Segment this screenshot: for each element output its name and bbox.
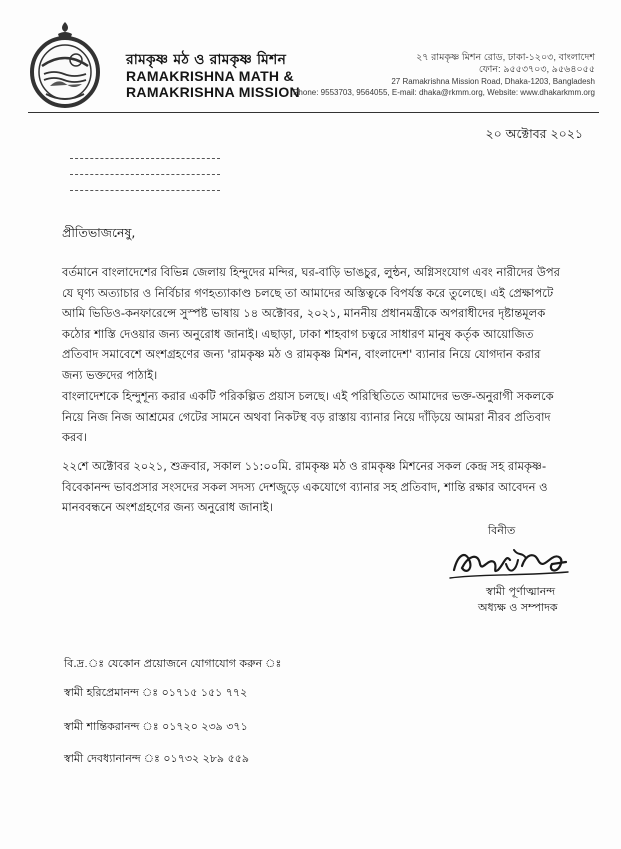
paragraph-line: বিবেকানন্দ ভাবপ্রসার সংসদের সকল সদস্য দেশজুড়ে একযোগে ব্যানার সহ প্রতিবাদ, শান্তি রক্ষার আবেদন ও bbox=[62, 479, 548, 494]
body-paragraph-1 bbox=[62, 262, 602, 385]
paragraph-line: যে ঘৃণ্য অত্যাচার ও নির্বিচার গণহত্যাকাণ্ড চলছে তা আমাদের অস্তিত্বকে বিপর্যস্ত করে তুলেছে। এই প্রেক্ষাপটে bbox=[62, 285, 554, 300]
paragraph-line: আমি ভিডিও-কনফারেন্সে সুস্পষ্ট ভাষায় ১৪ অক্টোবর, ২০২১, মাননীয় প্রধানমন্ত্রীকে অপরাধীদের দৃষ্টান্তমূলক bbox=[62, 306, 546, 320]
paragraph-line: কঠোর শাস্তি দেওয়ার জন্য অনুরোধ জানাই। এছাড়া, ঢাকা শাহবাগ চত্বরে সাধারণ মানুষ কর্তৃক আয়োজিত bbox=[62, 326, 534, 341]
recipient-blank-line bbox=[70, 174, 220, 175]
closing-text: বিনীত bbox=[488, 524, 516, 537]
body-paragraph-2 bbox=[62, 386, 602, 448]
header-divider bbox=[28, 112, 599, 113]
body-paragraph-3 bbox=[62, 456, 602, 518]
salutation: প্রীতিভাজনেষু, bbox=[62, 225, 136, 240]
org-name-english bbox=[126, 68, 300, 100]
contact-note: বি.দ্র.ঃ যেকোন প্রয়োজনে যোগাযোগ করুন ঃ bbox=[64, 657, 282, 670]
signer-designation: অধ্যক্ষ ও সম্পাদক bbox=[478, 601, 558, 614]
paragraph-line: বাংলাদেশকে হিন্দুশূন্য করার একটি পরিকল্পিত প্রয়াস চলছে। এই পরিস্থিতিতে আমাদের ভক্ত-অনুরাগী সকলকে bbox=[62, 389, 554, 403]
contact-person: স্বামী শান্তিকরানন্দ ঃ ০১৭২০ ২৩৯ ৩৭১ bbox=[64, 720, 248, 733]
paragraph-line: জন্য ভক্তদের পাঠাই। bbox=[62, 367, 158, 382]
org-name-english-line-2: RAMAKRISHNA MISSION bbox=[126, 84, 300, 100]
paragraph-line: প্রতিবাদ সমাবেশে অংশগ্রহণের জন্য 'রামকৃষ্ণ মঠ ও রামকৃষ্ণ মিশন, বাংলাদেশ' ব্যানার নিয়ে যোগদান করার bbox=[62, 347, 541, 361]
paragraph-line: মানববন্ধনে অংশগ্রহণের জন্য অনুরোধ জানাই। bbox=[62, 500, 273, 514]
recipient-blank-line bbox=[70, 158, 220, 159]
paragraph-line: নিয়ে নিজ নিজ আশ্রমের গেটের সামনে অথবা নিকটস্থ বড় রাস্তায় ব্যানার নিয়ে দাঁড়িয়ে আমরা নীরব প্রতিবাদ bbox=[62, 409, 551, 424]
letter-date: ২০ অক্টোবর ২০২১ bbox=[485, 126, 583, 141]
address-english: 27 Ramakrishna Mission Road, Dhaka-1203, Bangladesh bbox=[391, 77, 595, 86]
contact-person: স্বামী দেবধ্যানানন্দ ঃ ০১৭৩২ ২৮৯ ৫৫৯ bbox=[64, 752, 249, 765]
signer-name: স্বামী পূর্ণাত্মানন্দ bbox=[486, 585, 556, 598]
paragraph-line: করব। bbox=[62, 430, 87, 444]
contact-english: Phone: 9553703, 9564055, E-mail: dhaka@rkmm.org, Website: www.dhakarkmm.org bbox=[293, 88, 595, 97]
phone-bengali: ফোন: ৯৫৫৩৭০৩, ৯৫৬৪০৫৫ bbox=[478, 64, 595, 75]
org-name-english-line-1: RAMAKRISHNA MATH & bbox=[126, 68, 294, 84]
paragraph-line: বর্তমানে বাংলাদেশের বিভিন্ন জেলায় হিন্দুদের মন্দির, ঘর-বাড়ি ভাঙচুর, লুন্ঠন, অগ্নিসংযোগ এবং নারীদের উপর bbox=[62, 265, 560, 279]
paragraph-line: ২২শে অক্টোবর ২০২১, শুক্রবার, সকাল ১১:০০মি. রামকৃষ্ণ মঠ ও রামকৃষ্ণ মিশনের সকল কেন্দ্র সহ রামকৃষ্ণ- bbox=[62, 459, 547, 473]
recipient-blank-line bbox=[70, 190, 220, 191]
mission-emblem-logo bbox=[28, 20, 102, 108]
org-name-bengali: রামকৃষ্ণ মঠ ও রামকৃষ্ণ মিশন bbox=[126, 52, 287, 68]
header-contact-block bbox=[293, 52, 595, 98]
handwritten-signature bbox=[448, 540, 572, 584]
address-bengali: ২৭ রামকৃষ্ণ মিশন রোড, ঢাকা-১২০৩, বাংলাদেশ bbox=[416, 52, 595, 63]
contact-person: স্বামী হরিপ্রেমানন্দ ঃ ০১৭১৫ ১৫১ ৭৭২ bbox=[64, 686, 248, 699]
